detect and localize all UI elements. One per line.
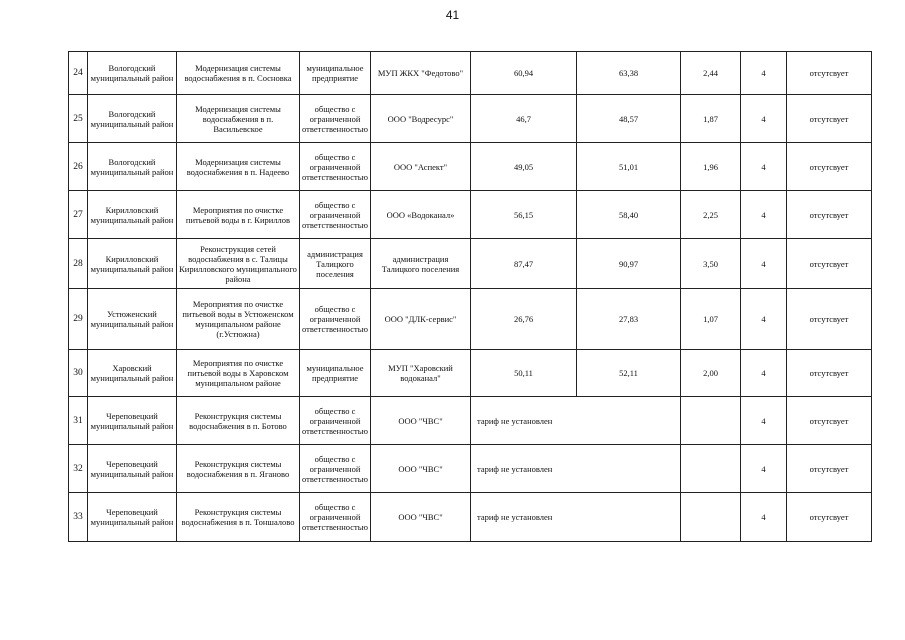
value-2-cell: 63,38 bbox=[577, 52, 681, 95]
status-cell: отсутсвует bbox=[787, 397, 872, 445]
value-2-cell: 52,11 bbox=[577, 350, 681, 397]
value-3-cell: 2,00 bbox=[681, 350, 741, 397]
organization-cell: ООО "ДЛК-сервис" bbox=[371, 289, 471, 350]
value-4-cell: 4 bbox=[741, 52, 787, 95]
table-row bbox=[69, 445, 872, 493]
project-cell: Реконструкция системы водоснабжения в п. Тоншалово bbox=[177, 493, 300, 542]
district-cell: Кирилловский муниципальный район bbox=[88, 191, 177, 239]
district-cell: Вологодский муниципальный район bbox=[88, 95, 177, 143]
project-cell: Реконструкция системы водоснабжения в п. Ботово bbox=[177, 397, 300, 445]
status-cell: отсутсвует bbox=[787, 191, 872, 239]
value-2-cell: 90,97 bbox=[577, 239, 681, 289]
district-cell: Череповецкий муниципальный район bbox=[88, 445, 177, 493]
value-3-cell bbox=[681, 493, 741, 542]
value-2-cell: 27,83 bbox=[577, 289, 681, 350]
value-4-cell: 4 bbox=[741, 191, 787, 239]
value-4-cell: 4 bbox=[741, 350, 787, 397]
row-number: 30 bbox=[69, 350, 88, 397]
organization-cell: МУП "Харовский водоканал" bbox=[371, 350, 471, 397]
value-3-cell: 2,25 bbox=[681, 191, 741, 239]
project-cell: Мероприятия по очистке питьевой воды в Устюженском муниципальном районе (г.Устюжна) bbox=[177, 289, 300, 350]
value-1-cell: 26,76 bbox=[471, 289, 577, 350]
value-3-cell: 1,87 bbox=[681, 95, 741, 143]
organization-cell: ООО "ЧВС" bbox=[371, 445, 471, 493]
value-1-cell: 60,94 bbox=[471, 52, 577, 95]
tariff-note-cell: тариф не установлен bbox=[471, 493, 681, 542]
value-2-cell: 58,40 bbox=[577, 191, 681, 239]
row-number: 29 bbox=[69, 289, 88, 350]
organization-cell: ООО «Водоканал» bbox=[371, 191, 471, 239]
value-3-cell: 3,50 bbox=[681, 239, 741, 289]
value-1-cell: 46,7 bbox=[471, 95, 577, 143]
table-row bbox=[69, 143, 872, 191]
value-4-cell: 4 bbox=[741, 289, 787, 350]
district-cell: Харовский муниципальный район bbox=[88, 350, 177, 397]
district-cell: Вологодский муниципальный район bbox=[88, 52, 177, 95]
status-cell: отсутсвует bbox=[787, 52, 872, 95]
row-number: 26 bbox=[69, 143, 88, 191]
org-type-cell: общество с ограниченной ответственностью bbox=[300, 445, 371, 493]
project-cell: Мероприятия по очистке питьевой воды в Харовском муниципальном районе bbox=[177, 350, 300, 397]
value-1-cell: 49,05 bbox=[471, 143, 577, 191]
organization-cell: ООО "Водресурс" bbox=[371, 95, 471, 143]
value-4-cell: 4 bbox=[741, 143, 787, 191]
project-cell: Реконструкция сетей водоснабжения в с. Талицы Кирилловского муниципального района bbox=[177, 239, 300, 289]
status-cell: отсутсвует bbox=[787, 289, 872, 350]
status-cell: отсутсвует bbox=[787, 95, 872, 143]
page-number: 41 bbox=[445, 8, 460, 22]
org-type-cell: общество с ограниченной ответственностью bbox=[300, 397, 371, 445]
project-cell: Мероприятия по очистке питьевой воды в г. Кириллов bbox=[177, 191, 300, 239]
value-2-cell: 48,57 bbox=[577, 95, 681, 143]
value-3-cell: 1,07 bbox=[681, 289, 741, 350]
project-cell: Реконструкция системы водоснабжения в п. Яганово bbox=[177, 445, 300, 493]
value-2-cell: 51,01 bbox=[577, 143, 681, 191]
table-row bbox=[69, 95, 872, 143]
tariff-table bbox=[68, 51, 872, 542]
project-cell: Модернизация системы водоснабжения в п. Сосновка bbox=[177, 52, 300, 95]
table-row bbox=[69, 52, 872, 95]
row-number: 28 bbox=[69, 239, 88, 289]
organization-cell: администрация Талицкого поселения bbox=[371, 239, 471, 289]
value-3-cell: 1,96 bbox=[681, 143, 741, 191]
value-4-cell: 4 bbox=[741, 397, 787, 445]
value-1-cell: 56,15 bbox=[471, 191, 577, 239]
org-type-cell: общество с ограниченной ответственностью bbox=[300, 289, 371, 350]
row-number: 25 bbox=[69, 95, 88, 143]
org-type-cell: общество с ограниченной ответственностью bbox=[300, 143, 371, 191]
project-cell: Модернизация системы водоснабжения в п. Васильевское bbox=[177, 95, 300, 143]
tariff-note-cell: тариф не установлен bbox=[471, 445, 681, 493]
status-cell: отсутсвует bbox=[787, 350, 872, 397]
value-3-cell: 2,44 bbox=[681, 52, 741, 95]
org-type-cell: общество с ограниченной ответственностью bbox=[300, 493, 371, 542]
organization-cell: ООО "Аспект" bbox=[371, 143, 471, 191]
district-cell: Устюженский муниципальный район bbox=[88, 289, 177, 350]
table-row bbox=[69, 493, 872, 542]
tariff-note-cell: тариф не установлен bbox=[471, 397, 681, 445]
org-type-cell: общество с ограниченной ответственностью bbox=[300, 191, 371, 239]
table-row bbox=[69, 239, 872, 289]
district-cell: Кирилловский муниципальный район bbox=[88, 239, 177, 289]
table-row bbox=[69, 289, 872, 350]
value-1-cell: 87,47 bbox=[471, 239, 577, 289]
value-3-cell bbox=[681, 445, 741, 493]
organization-cell: ООО "ЧВС" bbox=[371, 493, 471, 542]
status-cell: отсутсвует bbox=[787, 143, 872, 191]
district-cell: Череповецкий муниципальный район bbox=[88, 397, 177, 445]
value-3-cell bbox=[681, 397, 741, 445]
row-number: 24 bbox=[69, 52, 88, 95]
value-4-cell: 4 bbox=[741, 493, 787, 542]
org-type-cell: муниципальное предприятие bbox=[300, 52, 371, 95]
district-cell: Череповецкий муниципальный район bbox=[88, 493, 177, 542]
status-cell: отсутсвует bbox=[787, 239, 872, 289]
status-cell: отсутсвует bbox=[787, 493, 872, 542]
org-type-cell: администрация Талицкого поселения bbox=[300, 239, 371, 289]
row-number: 33 bbox=[69, 493, 88, 542]
row-number: 31 bbox=[69, 397, 88, 445]
organization-cell: МУП ЖКХ "Федотово" bbox=[371, 52, 471, 95]
row-number: 27 bbox=[69, 191, 88, 239]
org-type-cell: общество с ограниченной ответственностью bbox=[300, 95, 371, 143]
value-4-cell: 4 bbox=[741, 95, 787, 143]
status-cell: отсутсвует bbox=[787, 445, 872, 493]
table-row bbox=[69, 350, 872, 397]
org-type-cell: муниципальное предприятие bbox=[300, 350, 371, 397]
project-cell: Модернизация системы водоснабжения в п. Надеево bbox=[177, 143, 300, 191]
value-4-cell: 4 bbox=[741, 239, 787, 289]
table-row bbox=[69, 397, 872, 445]
organization-cell: ООО "ЧВС" bbox=[371, 397, 471, 445]
row-number: 32 bbox=[69, 445, 88, 493]
value-4-cell: 4 bbox=[741, 445, 787, 493]
value-1-cell: 50,11 bbox=[471, 350, 577, 397]
table-row bbox=[69, 191, 872, 239]
district-cell: Вологодский муниципальный район bbox=[88, 143, 177, 191]
